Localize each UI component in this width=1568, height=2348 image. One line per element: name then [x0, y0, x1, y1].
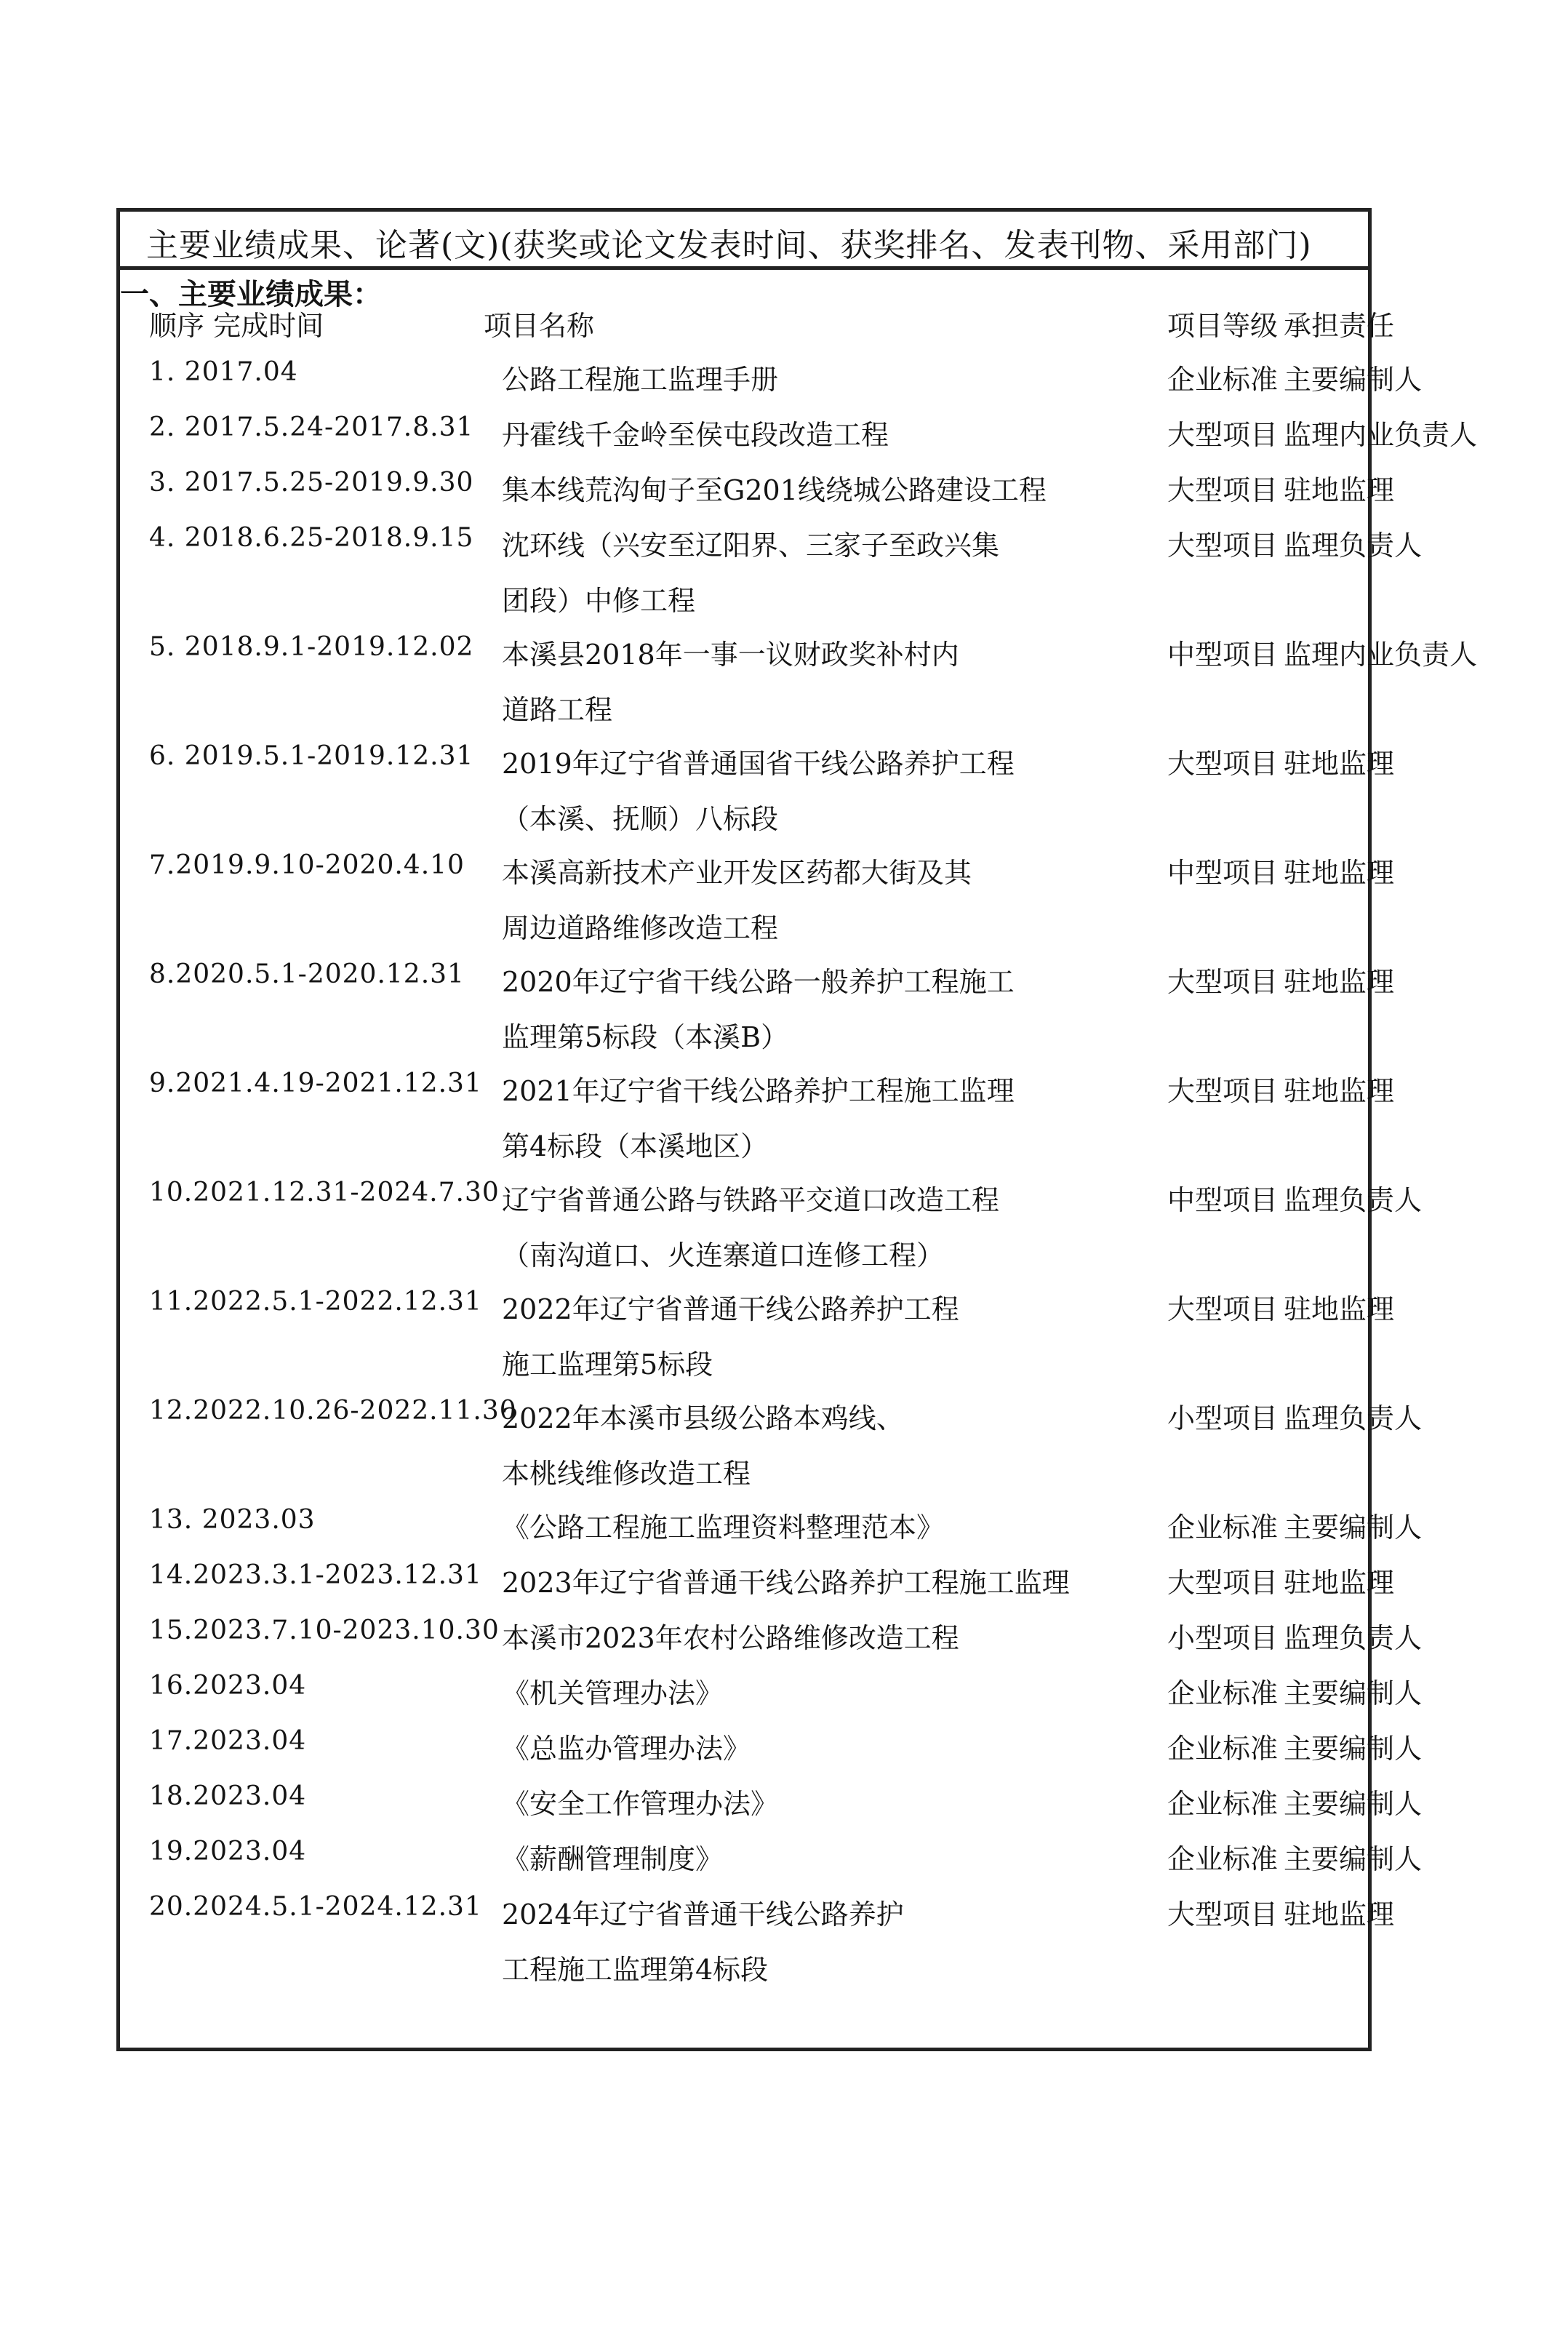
- row-project-name: 《总监办管理办法》: [502, 1733, 751, 1765]
- row-index-time: 20.2024.5.1-2024.12.31: [149, 1892, 482, 1922]
- row-index-time: 4. 2018.6.25-2018.9.15: [149, 523, 474, 553]
- column-header-responsibility: 承担责任: [1284, 310, 1395, 342]
- table-row: [120, 1505, 1423, 1560]
- row-project-name: 沈环线（兴安至辽阳界、三家子至政兴集: [502, 530, 1000, 562]
- column-header-order-time: 顺序 完成时间: [149, 310, 324, 342]
- row-project-name: 2022年本溪市县级公路本鸡线、: [502, 1402, 904, 1434]
- row-project-name-cont: （本溪、抚顺）八标段: [502, 803, 779, 835]
- row-project-name: 2023年辽宁省普通干线公路养护工程施工监理: [502, 1567, 1070, 1599]
- table-row: [120, 1837, 1423, 1892]
- section-title: 一、主要业绩成果：: [120, 277, 382, 311]
- row-project-name: 2020年辽宁省干线公路一般养护工程施工: [502, 966, 1015, 998]
- row-project-name: 2021年辽宁省干线公路养护工程施工监理: [502, 1075, 1015, 1107]
- row-level: 大型项目: [1167, 530, 1279, 562]
- row-responsibility: 监理负责人: [1284, 1622, 1423, 1654]
- row-project-name-cont: （南沟道口、火连寨道口连修工程）: [502, 1239, 945, 1271]
- row-project-name-cont: 道路工程: [502, 694, 613, 726]
- table-row: [120, 1396, 1423, 1505]
- row-responsibility: 主要编制人: [1284, 1677, 1423, 1709]
- row-level: 大型项目: [1167, 419, 1279, 451]
- row-responsibility: 主要编制人: [1284, 1843, 1423, 1875]
- row-project-name: 本溪县2018年一事一议财政奖补村内: [502, 639, 959, 671]
- row-level: 中型项目: [1167, 1184, 1279, 1216]
- row-responsibility: 驻地监理: [1284, 1567, 1395, 1599]
- table-header-row: [120, 212, 1368, 270]
- table-row: [120, 412, 1478, 468]
- achievements-table: [116, 208, 1478, 2051]
- table-row: [120, 1560, 1395, 1616]
- row-level: 大型项目: [1167, 1567, 1279, 1599]
- row-project-name: 丹霍线千金岭至侯屯段改造工程: [502, 419, 889, 451]
- row-level: 小型项目: [1167, 1622, 1279, 1654]
- row-project-name: 2019年辽宁省普通国省干线公路养护工程: [502, 748, 1015, 780]
- table-header: 主要业绩成果、论著(文)(获奖或论文发表时间、获奖排名、发表刊物、采用部门): [146, 227, 1312, 264]
- table-row: [120, 1069, 1395, 1178]
- row-index-time: 7.2019.9.10-2020.4.10: [149, 850, 465, 880]
- row-level: 大型项目: [1167, 474, 1279, 506]
- row-project-name-cont: 第4标段（本溪地区）: [502, 1130, 769, 1162]
- table-row: [120, 632, 1478, 741]
- row-index-time: 13. 2023.03: [149, 1505, 316, 1535]
- row-project-name-cont: 监理第5标段（本溪B）: [502, 1021, 789, 1053]
- row-index-time: 18.2023.04: [149, 1781, 307, 1811]
- table-row: [120, 959, 1395, 1069]
- row-project-name-cont: 团段）中修工程: [502, 585, 696, 617]
- row-project-name: 《公路工程施工监理资料整理范本》: [502, 1512, 945, 1544]
- row-project-name: 本溪市2023年农村公路维修改造工程: [502, 1622, 959, 1654]
- row-index-time: 11.2022.5.1-2022.12.31: [149, 1287, 482, 1317]
- column-header-level: 项目等级: [1167, 310, 1279, 342]
- row-responsibility: 主要编制人: [1284, 1788, 1423, 1820]
- row-level: 企业标准: [1167, 1512, 1279, 1544]
- row-level: 企业标准: [1167, 1733, 1279, 1765]
- row-level: 企业标准: [1167, 1788, 1279, 1820]
- row-level: 大型项目: [1167, 1293, 1279, 1325]
- row-level: 大型项目: [1167, 748, 1279, 780]
- row-responsibility: 驻地监理: [1284, 1898, 1395, 1930]
- row-project-name: 《安全工作管理办法》: [502, 1788, 779, 1820]
- row-responsibility: 监理负责人: [1284, 1402, 1423, 1434]
- row-index-time: 8.2020.5.1-2020.12.31: [149, 959, 465, 989]
- row-level: 企业标准: [1167, 1677, 1279, 1709]
- row-level: 大型项目: [1167, 966, 1279, 998]
- row-project-name: 《机关管理办法》: [502, 1677, 724, 1709]
- row-responsibility: 主要编制人: [1284, 1733, 1423, 1765]
- table-row: [120, 741, 1395, 850]
- row-index-time: 19.2023.04: [149, 1837, 307, 1866]
- row-responsibility: 监理负责人: [1284, 1184, 1423, 1216]
- row-level: 企业标准: [1167, 1843, 1279, 1875]
- table-row: [120, 468, 1395, 523]
- row-project-name: 公路工程施工监理手册: [502, 364, 779, 396]
- row-index-time: 17.2023.04: [149, 1726, 307, 1756]
- row-level: 大型项目: [1167, 1075, 1279, 1107]
- row-level: 大型项目: [1167, 1898, 1279, 1930]
- row-index-time: 10.2021.12.31-2024.7.30: [149, 1178, 500, 1207]
- row-project-name-cont: 本桃线维修改造工程: [502, 1458, 751, 1490]
- row-project-name: 《薪酬管理制度》: [502, 1843, 724, 1875]
- row-responsibility: 驻地监理: [1284, 748, 1395, 780]
- row-index-time: 5. 2018.9.1-2019.12.02: [149, 632, 474, 662]
- row-index-time: 9.2021.4.19-2021.12.31: [149, 1069, 482, 1098]
- row-project-name-cont: 施工监理第5标段: [502, 1349, 713, 1381]
- column-header-name: 项目名称: [484, 310, 595, 342]
- row-project-name: 本溪高新技术产业开发区药都大街及其: [502, 857, 972, 889]
- row-index-time: 14.2023.3.1-2023.12.31: [149, 1560, 482, 1590]
- row-level: 企业标准: [1167, 364, 1279, 396]
- row-project-name: 辽宁省普通公路与铁路平交道口改造工程: [502, 1184, 1000, 1216]
- table-row: [120, 1671, 1423, 1726]
- row-responsibility: 监理负责人: [1284, 530, 1423, 562]
- table-row: [120, 1892, 1395, 2001]
- row-project-name: 集本线荒沟甸子至G201线绕城公路建设工程: [502, 474, 1047, 506]
- row-index-time: 1. 2017.04: [149, 357, 298, 387]
- row-project-name: 2022年辽宁省普通干线公路养护工程: [502, 1293, 959, 1325]
- row-responsibility: 监理内业负责人: [1284, 639, 1478, 671]
- row-index-time: 2. 2017.5.24-2017.8.31: [149, 412, 474, 442]
- row-responsibility: 驻地监理: [1284, 1293, 1395, 1325]
- table-row: [120, 1726, 1423, 1781]
- table-row: [120, 357, 1423, 412]
- table-row: [120, 1178, 1423, 1287]
- table-row: [120, 850, 1395, 959]
- table-row: [120, 1616, 1423, 1671]
- row-responsibility: 主要编制人: [1284, 1512, 1423, 1544]
- row-level: 中型项目: [1167, 639, 1279, 671]
- row-responsibility: 驻地监理: [1284, 474, 1395, 506]
- row-index-time: 12.2022.10.26-2022.11.30: [149, 1396, 517, 1426]
- table-row: [120, 1287, 1395, 1396]
- row-project-name: 2024年辽宁省普通干线公路养护: [502, 1898, 904, 1930]
- row-level: 中型项目: [1167, 857, 1279, 889]
- table-row: [120, 523, 1423, 632]
- row-project-name-cont: 工程施工监理第4标段: [502, 1954, 769, 1986]
- row-level: 小型项目: [1167, 1402, 1279, 1434]
- row-index-time: 16.2023.04: [149, 1671, 307, 1701]
- row-responsibility: 主要编制人: [1284, 364, 1423, 396]
- row-index-time: 6. 2019.5.1-2019.12.31: [149, 741, 474, 771]
- table-row: [120, 1781, 1423, 1837]
- row-index-time: 3. 2017.5.25-2019.9.30: [149, 468, 474, 498]
- row-responsibility: 驻地监理: [1284, 966, 1395, 998]
- row-responsibility: 监理内业负责人: [1284, 419, 1478, 451]
- row-project-name-cont: 周边道路维修改造工程: [502, 912, 779, 944]
- row-responsibility: 驻地监理: [1284, 1075, 1395, 1107]
- row-index-time: 15.2023.7.10-2023.10.30: [149, 1616, 500, 1645]
- row-responsibility: 驻地监理: [1284, 857, 1395, 889]
